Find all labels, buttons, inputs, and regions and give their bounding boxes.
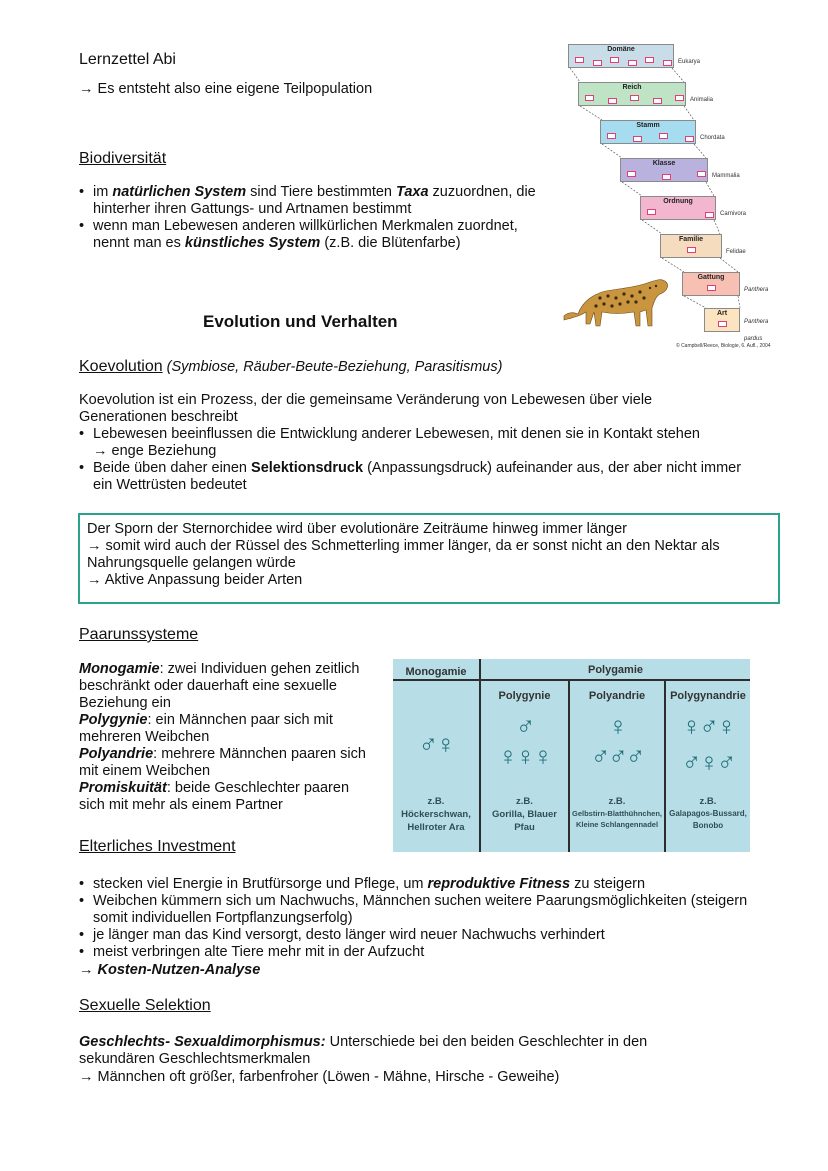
def-polyandrie: Polyandrie: mehrere Männchen paaren sich mit einem Weibchen [79,746,366,779]
sex-symbols-polygynie-top: ♂ [515,711,534,741]
list-item: • stecken viel Energie in Brutfürsorge und Pflege, um reproduktive Fitness zu steigern [79,876,759,893]
biodiversitaet-list [79,184,549,252]
header-polygamie: Polygamie [587,664,644,676]
list-item: • Beide üben daher einen Selektionsdruck (Anpassungsdruck) aufeinander aus, der aber nicht immer ein Wettrüsten bedeutet [79,460,759,494]
selektion-arrow: → Männchen oft größer, farbenfroher (Löwen - Mähne, Hirsche - Geweihe) [79,1069,560,1085]
species-marker [628,60,637,66]
header-polygynie: Polygynie [498,690,551,702]
taxon-klasse: Klasse [620,158,708,182]
header-polyandrie: Polyandrie [588,690,646,702]
taxon-reich: Reich [578,82,686,106]
example-line: Der Sporn der Sternorchidee wird über evolutionäre Zeiträume hinweg immer länger [87,521,627,537]
taxon-label: Felidae [726,249,746,255]
list-item: • Lebewesen beeinflussen die Entwicklung anderer Lebewesen, mit denen sie in Kontakt stehen [79,426,759,443]
taxon-gattung: Gattung [682,272,740,296]
sex-symbols-polyandrie-top: ♀ [608,711,626,741]
taxon-label: Eukarya [678,59,701,65]
species-marker [685,136,694,142]
species-marker [718,321,727,327]
species-marker [627,171,636,177]
sex-symbols-monogamie: ♂♀ [418,729,454,759]
paarung-definitions [79,661,369,814]
investment-conclusion: → Kosten-Nutzen-Analyse [79,962,261,978]
species-marker [575,57,584,63]
species-marker [608,98,617,104]
sex-symbols-polygynandrie-top: ♀♂♀ [681,711,735,741]
page-title: Lernzettel Abi [79,51,176,68]
taxon-familie: Familie [660,234,722,258]
sex-symbols-polyandrie-bottom: ♂♂♂ [590,741,644,771]
species-marker [705,212,714,218]
species-marker [610,57,619,63]
species-marker [707,285,716,291]
list-item: • Weibchen kümmern sich um Nachwuchs, Männchen suchen weitere Paarungsmöglichkeiten (steigern somit individuellen Fortpflanzungserfolg) [79,893,759,927]
investment-list [79,876,759,961]
header-monogamie: Monogamie [405,666,467,678]
list-item: • je länger man das Kind versorgt, desto länger wird neuer Nachwuchs verhindert [79,927,759,944]
example-polyandrie: z.B. Gelbstirn-Blatthühnchen, Kleine Schlangennadel [572,796,662,829]
teilpopulation-line: → Es entsteht also eine eigene Teilpopulation [79,81,373,97]
list-item: • meist verbringen alte Tiere mehr mit in der Aufzucht [79,944,759,961]
figure-credit: © Campbell/Reece, Biologie, 6. Aufl., 2004 [676,343,771,349]
example-line: → Aktive Anpassung beider Arten [87,572,303,588]
species-marker [645,57,654,63]
main-title: Evolution und Verhalten [203,312,398,331]
taxon-label: Panthera pardus [744,319,769,342]
taxon-label: Chordata [700,135,725,141]
leopard-illustration [560,272,672,332]
investment-heading: Elterliches Investment [79,838,236,855]
species-marker [687,247,696,253]
koevolution-intro: Koevolution ist ein Prozess, der die gemeinsame Veränderung von Lebewesen über viele Generationen beschreibt [79,392,653,425]
species-marker [659,133,668,139]
taxon-domaene: Domäne [568,44,674,68]
list-item: • wenn man Lebewesen anderen willkürlichen Merkmalen zuordnet, nennt man es künstliches System (z.B. die Blütenfarbe) [79,218,549,252]
species-marker [593,60,602,66]
species-marker [647,209,656,215]
sex-symbols-polygynie-bottom: ♀♀♀ [498,741,551,771]
species-marker [607,133,616,139]
list-item-arrow: → enge Beziehung [93,443,217,459]
selektion-heading: Sexuelle Selektion [79,997,211,1014]
species-marker [585,95,594,101]
example-polygynie: z.B. Gorilla, Blauer Pfau [492,796,557,833]
taxon-label: Mammalia [712,173,740,179]
species-marker [633,136,642,142]
taxon-label: Panthera [744,287,769,293]
def-promiskuitaet: Promiskuität: beide Geschlechter paaren sich mit mehr als einem Partner [79,780,350,813]
list-item: • im natürlichen System sind Tiere bestimmten Taxa zuzuordnen, die hinterher ihren Gattungs- und Artnamen bestimmt [79,184,549,218]
koevolution-list [79,426,759,494]
species-marker [662,174,671,180]
sex-symbols-polygynandrie-bottom: ♂♀♂ [681,747,735,777]
paarung-heading: Paarunssysteme [79,626,199,643]
taxon-art: Art [704,308,740,332]
species-marker [697,171,706,177]
taxon-stamm: Stamm [600,120,696,144]
taxon-label: Carnivora [720,211,747,217]
species-marker [653,98,662,104]
taxonomy-figure [560,40,790,350]
example-polygynandrie: z.B. Galapagos-Bussard, Bonobo [669,796,747,830]
example-monogamie: z.B. Höckerschwan, Hellroter Ara [401,796,471,833]
species-marker [630,95,639,101]
mating-systems-table [393,659,750,852]
example-box [78,513,780,604]
taxon-ordnung: Ordnung [640,196,716,220]
biodiversitaet-heading: Biodiversität [79,150,167,167]
example-line: → somit wird auch der Rüssel des Schmetterling immer länger, da er sonst nicht an den Nektar als Nahrungsquelle gelangen würde [87,538,720,571]
header-polygynandrie: Polygynandrie [670,690,746,702]
selektion-definition: Geschlechts- Sexualdimorphismus: Unterschiede bei den beiden Geschlechter in den sekundären Geschlechtsmerkmalen [79,1034,648,1067]
species-marker [675,95,684,101]
def-polygynie: Polygynie: ein Männchen paar sich mit mehreren Weibchen [79,712,333,745]
def-monogamie: Monogamie: zwei Individuen gehen zeitlich beschränkt oder dauerhaft eine sexuelle Beziehung ein [79,661,360,711]
species-marker [663,60,672,66]
koevolution-heading: Koevolution (Symbiose, Räuber-Beute-Beziehung, Parasitismus) [79,358,503,375]
taxon-label: Animalia [690,97,714,103]
